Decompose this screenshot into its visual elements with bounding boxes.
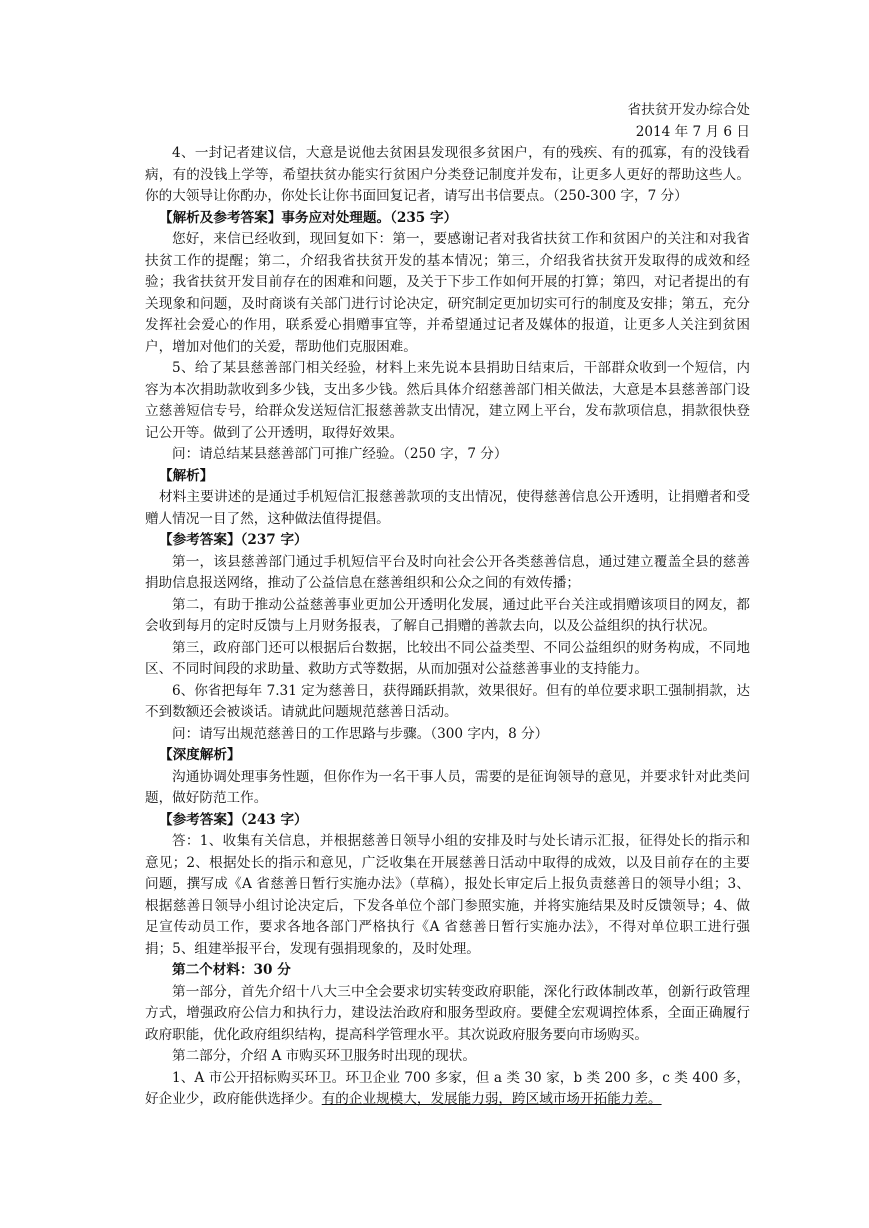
letter-date: 2014 年 7 月 6 日 [635,123,750,140]
q5-answer-2: 第二，有助于推动公益慈善事业更加公开透明化发展，通过此平台关注或捐赠该项目的网友，都会收到每月的定时反馈与上月财务报表，了解自己捐赠的善款去向，以及公益组织的执行状况。 [145,596,750,634]
q5-answer-1: 第一，该县慈善部门通过手机短信平台及时向社会公开各类慈善信息，通过建立覆盖全县的慈善捐助信息报送网络，推动了公益信息在慈善组织和公众之间的有效传播； [145,553,750,591]
q6-question: 问：请写出规范慈善日的工作思路与步骤。（300 字内，8 分） [172,725,549,742]
item-1-text: 1、A 市公开招标购买环卫。环卫企业 700 多家，但 a 类 30 家，b 类 200 多，c 类 400 多，好企业少，政府能供选择少。 [145,1069,750,1107]
q4-analysis-heading: 【解析及参考答案】事务应对处理题。（235 字） [159,209,458,226]
material-2-heading: 第二个材料：30 分 [172,962,291,978]
q5-analysis-heading: 【解析】 [159,467,214,484]
question-6: 6、你省把每年 7.31 定为慈善日，获得踊跃捐款，效果很好。但有的单位要求职工强制捐款，达不到数额还会被谈话。请就此问题规范慈善日活动。 [145,682,750,720]
q6-answer-heading: 【参考答案】（243 字） [159,811,308,828]
material-2-item-1 [145,1068,750,1111]
q6-answer: 答：1、收集有关信息，并根据慈善日领导小组的安排及时与处长请示汇报，征得处长的指示和意见；2、根据处长的指示和意见，广泛收集在开展慈善日活动中取得的成效，以及目前存在的主要问题，撰写成《A 省慈善日暂行实施办法》（草稿），报处长审定后上报负责慈善日的领导小组；3、根据慈善日领导小组讨论决定后，下发各单位个部门参照实施，并将实施结果及时反馈领导；4、做足宣传动员工作，要求各地各部门严格执行《A 省慈善日暂行实施办法》，不得对单位职工进行强捐；5、组建举报平台，发现有强捐现象的，及时处理。 [145,833,750,957]
question-5: 5、给了某县慈善部门相关经验，材料上来先说本县捐助日结束后，干部群众收到一个短信，内容为本次捐助款收到多少钱，支出多少钱。然后具体介绍慈善部门相关做法，大意是本县慈善部门设立慈善短信专号，给群众发送短信汇报慈善款支出情况，建立网上平台，发布款项信息，捐款很快登记公开等。做到了公开透明，取得好效果。 [145,360,750,441]
q5-answer-3: 第三，政府部门还可以根据后台数据，比较出不同公益类型、不同公益组织的财务构成，不同地区、不同时间段的求助量、救助方式等数据，从而加强对公益慈善事业的支持能力。 [145,639,750,677]
q6-analysis-heading: 【深度解析】 [159,747,241,763]
question-4: 4、一封记者建议信，大意是说他去贫困县发现很多贫困户，有的残疾、有的孤寡，有的没钱看病，有的没钱上学等，希望扶贫办能实行贫困户分类登记制度并发布，让更多人更好的帮助这些人。你的大领导让你酌办，你处长让你书面回复记者，请写出书信要点。（250-300 字，7 分） [145,145,750,204]
q5-answer-heading: 【参考答案】（237 字） [159,532,308,548]
document-page [145,100,750,1111]
q4-answer: 您好，来信已经收到，现回复如下：第一，要感谢记者对我省扶贫工作和贫困户的关注和对我省扶贫工作的提醒；第二，介绍我省扶贫开发的基本情况；第三，介绍我省扶贫开发取得的成效和经验；我省扶贫开发目前存在的困难和问题，及关于下步工作如何开展的打算；第四，对记者提出的有关现象和问题，及时商谈有关部门进行讨论决定，研究制定更加切实可行的制度及安排；第五，充分发挥社会爱心的作用，联系爱心捐赠事宜等，并希望通过记者及媒体的报道，让更多人关注到贫困户，增加对他们的关爱，帮助他们克服困难。 [145,231,750,355]
q5-analysis: 材料主要讲述的是通过手机短信汇报慈善款项的支出情况，使得慈善信息公开透明，让捐赠者和受赠人情况一目了然，这种做法值得提倡。 [145,489,750,527]
q5-question: 问：请总结某县慈善部门可推广经验。（250 字，7 分） [172,446,508,462]
item-1-underlined: 有的企业规模大，发展能力弱，跨区域市场开拓能力差。 [321,1091,662,1107]
material-2-part-2: 第二部分，介绍 A 市购买环卫服务时出现的现状。 [172,1048,476,1064]
q6-analysis: 沟通协调处理事务性题，但你作为一名干事人员，需要的是征询领导的意见，并要求针对此类问题，做好防范工作。 [145,768,750,806]
sender-office: 省扶贫开发办综合处 [627,102,750,118]
material-2-part-1: 第一部分，首先介绍十八大三中全会要求切实转变政府职能，深化行政体制改革，创新行政管理方式，增强政府公信力和执行力，建设法治政府和服务型政府。要健全宏观调控体系，全面正确履行政府职能，优化政府组织结构，提高科学管理水平。其次说政府服务要向市场购买。 [145,983,750,1043]
